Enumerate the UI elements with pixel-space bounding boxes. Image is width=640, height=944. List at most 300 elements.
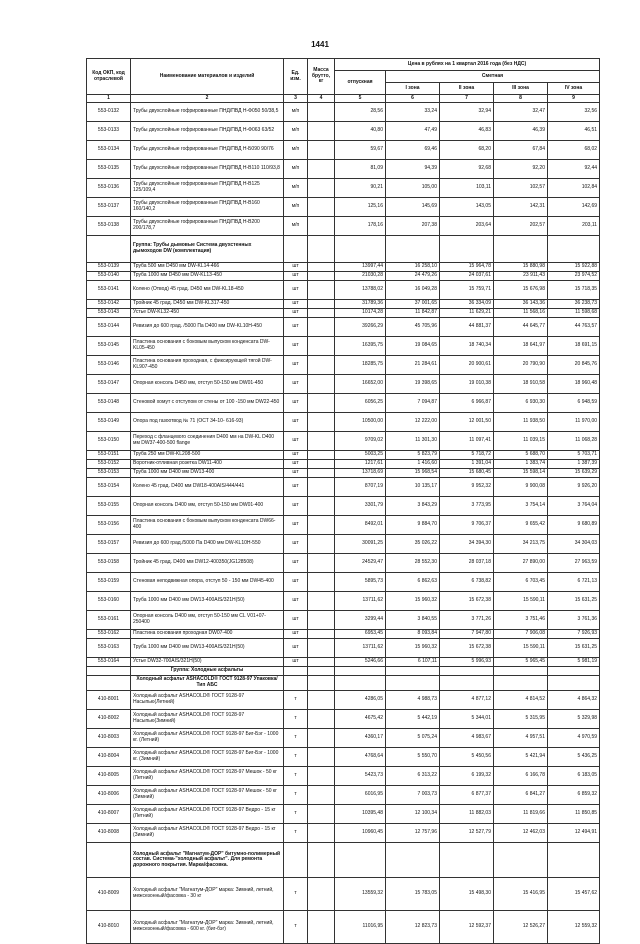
table-row (87, 710, 600, 729)
item-name-cell: Труба 500 мм D450 мм DW-KL14-466 (131, 263, 284, 272)
release-price-cell: 125,16 (335, 198, 386, 217)
zone2-price-cell: 92,68 (440, 160, 494, 179)
zone1-price-cell: 5 823,79 (386, 451, 440, 460)
zone4-price-cell: 46,51 (548, 122, 600, 141)
okp-code-cell: 410-8004 (87, 748, 131, 767)
unit-cell: шт (284, 272, 308, 281)
release-price-cell: 6953,45 (335, 630, 386, 639)
zone4-price-cell: 102,84 (548, 179, 600, 198)
zone3-price-cell: 202,57 (494, 217, 548, 236)
empty-cell (440, 676, 494, 691)
zone1-price-cell: 19 398,65 (386, 375, 440, 394)
empty-cell (335, 236, 386, 263)
empty-cell (386, 236, 440, 263)
zone2-price-cell: 143,05 (440, 198, 494, 217)
zone3-price-cell: 102,57 (494, 179, 548, 198)
zone4-price-cell: 34 304,03 (548, 535, 600, 554)
release-price-cell: 5423,73 (335, 767, 386, 786)
release-price-cell: 4768,64 (335, 748, 386, 767)
item-name-cell: Трубы двухслойные гофрированные ПНД/ПВД Н-В125 125/109,4 (131, 179, 284, 198)
zone1-price-cell: 37 001,65 (386, 300, 440, 309)
mass-cell (308, 469, 335, 478)
zone3-price-cell: 6 166,78 (494, 767, 548, 786)
release-price-cell: 3301,79 (335, 497, 386, 516)
zone3-price-cell: 15 590,11 (494, 592, 548, 611)
zone3-price-cell: 3 754,14 (494, 497, 548, 516)
zone2-price-cell: 9 706,37 (440, 516, 494, 535)
zone4-price-cell: 4 864,32 (548, 691, 600, 710)
mass-cell (308, 478, 335, 497)
okp-code-cell: 553-0154 (87, 478, 131, 497)
zone3-price-cell: 4 814,52 (494, 691, 548, 710)
empty-cell (440, 843, 494, 878)
release-price-cell: 13559,32 (335, 878, 386, 911)
item-name-cell: Опорная консоль D400 мм, отступ 50-150 мм DW01-400 (131, 497, 284, 516)
okp-code-cell: 553-0141 (87, 281, 131, 300)
item-name-cell: Холодный асфальт ASHACOLD® ГОСТ 9128-97 Мешок - 50 кг (Летний) (131, 767, 284, 786)
release-price-cell: 13997,44 (335, 263, 386, 272)
zone1-price-cell: 5 550,70 (386, 748, 440, 767)
table-row (87, 611, 600, 630)
table-row (87, 356, 600, 375)
okp-code-cell: 553-0157 (87, 535, 131, 554)
okp-code-cell: 410-8008 (87, 824, 131, 843)
zone1-price-cell: 21 284,61 (386, 356, 440, 375)
unit-cell: т (284, 805, 308, 824)
item-name-cell: Опорная консоль D400 мм, отступ 50-150 мм CL V01+07-250400 (131, 611, 284, 630)
table-row (87, 691, 600, 710)
mass-cell (308, 460, 335, 469)
col-release-header: отпускная (335, 71, 386, 95)
release-price-cell: 3299,44 (335, 611, 386, 630)
unit-cell: т (284, 691, 308, 710)
table-row (87, 272, 600, 281)
mass-cell (308, 122, 335, 141)
table-row (87, 413, 600, 432)
mass-cell (308, 691, 335, 710)
table-header (87, 59, 600, 103)
unit-cell: шт (284, 516, 308, 535)
unit-cell: шт (284, 497, 308, 516)
okp-code-cell: 553-0156 (87, 516, 131, 535)
mass-cell (308, 878, 335, 911)
zone1-price-cell: 47,49 (386, 122, 440, 141)
zone1-price-cell: 16 258,10 (386, 263, 440, 272)
zone1-price-cell: 12 100,34 (386, 805, 440, 824)
col-number: 8 (494, 95, 548, 103)
table-row (87, 432, 600, 451)
table-row (87, 281, 600, 300)
empty-cell (548, 236, 600, 263)
unit-cell: шт (284, 478, 308, 497)
zone1-price-cell: 7 094,87 (386, 394, 440, 413)
zone2-price-cell: 6 966,87 (440, 394, 494, 413)
zone4-price-cell: 32,56 (548, 103, 600, 122)
zone3-price-cell: 6 841,27 (494, 786, 548, 805)
zone1-price-cell: 145,69 (386, 198, 440, 217)
unit-cell: шт (284, 375, 308, 394)
okp-code-cell: 553-0147 (87, 375, 131, 394)
price-title-header: Цена в рублях на 1 квартал 2016 года (без НДС) (335, 59, 600, 71)
item-name-cell: Труба 250 мм DW-KL208-500 (131, 451, 284, 460)
zone3-price-cell: 9 655,42 (494, 516, 548, 535)
zone4-price-cell: 68,02 (548, 141, 600, 160)
zone2-price-cell: 15 672,38 (440, 592, 494, 611)
price-table (86, 58, 600, 944)
zone3-price-cell: 92,20 (494, 160, 548, 179)
okp-code-cell: 553-0148 (87, 394, 131, 413)
unit-cell: шт (284, 592, 308, 611)
zone2-price-cell: 24 037,61 (440, 272, 494, 281)
zone2-price-cell: 11 882,03 (440, 805, 494, 824)
unit-cell: м/п (284, 217, 308, 236)
okp-code-cell: 553-0135 (87, 160, 131, 179)
zone4-price-cell: 5 981,19 (548, 658, 600, 667)
zone2-price-cell: 12 527,79 (440, 824, 494, 843)
zone1-price-cell: 15 960,32 (386, 639, 440, 658)
table-row (87, 658, 600, 667)
zone3-price-cell: 5 315,95 (494, 710, 548, 729)
mass-cell (308, 911, 335, 944)
zone4-price-cell: 12 559,32 (548, 911, 600, 944)
mass-cell (308, 281, 335, 300)
zone4-price-cell: 11 970,00 (548, 413, 600, 432)
item-name-cell: Холодный асфальт ASHACOLD® ГОСТ 9128-97 Мешок - 50 кг (Зимний) (131, 786, 284, 805)
okp-code-cell (87, 236, 131, 263)
item-name-cell: Устье DW32-700AIS/321Н(50) (131, 658, 284, 667)
zone4-price-cell: 15 457,62 (548, 878, 600, 911)
zone2-price-cell: 15 759,71 (440, 281, 494, 300)
zone3-price-cell: 6 930,30 (494, 394, 548, 413)
zone1-price-cell: 3 840,55 (386, 611, 440, 630)
zone2-price-cell: 4 983,67 (440, 729, 494, 748)
item-name-cell: Труба 1000 мм D400 мм DW13-400AIS/321Н(50) (131, 592, 284, 611)
mass-cell (308, 375, 335, 394)
mass-cell (308, 573, 335, 592)
item-name-cell: Холодный асфальт ASHACOLD® ГОСТ 9128-97 Ведро - 15 кг (Зимний) (131, 824, 284, 843)
okp-code-cell: 553-0139 (87, 263, 131, 272)
item-name-cell: Пластина основания проходная, с фиксирующей тягой DW-KL907-450 (131, 356, 284, 375)
empty-cell (494, 667, 548, 676)
release-price-cell: 4286,05 (335, 691, 386, 710)
unit-cell: м/п (284, 160, 308, 179)
empty-cell (335, 667, 386, 676)
mass-cell (308, 658, 335, 667)
mass-cell (308, 198, 335, 217)
okp-code-cell: 553-0133 (87, 122, 131, 141)
col-number: 9 (548, 95, 600, 103)
table-row (87, 160, 600, 179)
empty-cell (284, 843, 308, 878)
table-row (87, 729, 600, 748)
table-row (87, 535, 600, 554)
zone1-price-cell: 12 823,73 (386, 911, 440, 944)
zone3-price-cell: 3 751,46 (494, 611, 548, 630)
group-title-cell: Группа: Холодные асфальты (131, 667, 284, 676)
table-row (87, 198, 600, 217)
mass-cell (308, 710, 335, 729)
zone3-price-cell: 9 900,08 (494, 478, 548, 497)
zone2-price-cell: 68,20 (440, 141, 494, 160)
okp-code-cell: 553-0151 (87, 451, 131, 460)
mass-cell (308, 337, 335, 356)
zone1-price-cell: 6 862,63 (386, 573, 440, 592)
zone3-price-cell: 46,39 (494, 122, 548, 141)
okp-code-cell: 553-0158 (87, 554, 131, 573)
zone1-price-cell: 33,24 (386, 103, 440, 122)
empty-cell (284, 236, 308, 263)
zone1-price-cell: 11 301,30 (386, 432, 440, 451)
zone4-price-cell: 1 387,39 (548, 460, 600, 469)
okp-code-cell: 553-0136 (87, 179, 131, 198)
item-name-cell: Трубы двухслойные гофрированные ПНД/ПВД Н-В110 110/93,8 (131, 160, 284, 179)
item-name-cell: Опорная консоль D450 мм, отступ 50-150 мм DW01-450 (131, 375, 284, 394)
col-number: 4 (308, 95, 335, 103)
table-row (87, 394, 600, 413)
okp-code-cell: 410-8003 (87, 729, 131, 748)
empty-cell (548, 676, 600, 691)
zone4-price-cell: 92,44 (548, 160, 600, 179)
zone4-price-cell: 3 761,36 (548, 611, 600, 630)
okp-code-cell: 410-8001 (87, 691, 131, 710)
table-row (87, 122, 600, 141)
table-row (87, 300, 600, 309)
okp-code-cell: 553-0149 (87, 413, 131, 432)
zone2-price-cell: 15 498,30 (440, 878, 494, 911)
empty-cell (335, 676, 386, 691)
item-name-cell: Воротник-отливная розетка DW11-400 (131, 460, 284, 469)
okp-code-cell (87, 843, 131, 878)
mass-cell (308, 554, 335, 573)
item-name-cell: Холодный асфальт "Магнатум-ДОР" марка: Зимний, летний, межсезонный/фасовка - 30 кг (131, 878, 284, 911)
table-row (87, 337, 600, 356)
okp-code-cell: 553-0160 (87, 592, 131, 611)
item-name-cell: Пластина основания с боковым выпуском конденсата DW66-400 (131, 516, 284, 535)
okp-code-cell: 553-0162 (87, 630, 131, 639)
zone1-price-cell: 6 313,22 (386, 767, 440, 786)
zone4-price-cell: 11 598,68 (548, 309, 600, 318)
unit-cell: шт (284, 318, 308, 337)
zone2-price-cell: 6 199,32 (440, 767, 494, 786)
table-row (87, 630, 600, 639)
zone4-price-cell: 36 238,73 (548, 300, 600, 309)
group-title-cell: Холодный асфальт ASHACOLD® ГОСТ 9128-97 Упаковка/Тип АБС (131, 676, 284, 691)
col-number: 6 (386, 95, 440, 103)
zone2-price-cell: 5 450,56 (440, 748, 494, 767)
release-price-cell: 4360,17 (335, 729, 386, 748)
col-number: 7 (440, 95, 494, 103)
unit-cell: т (284, 767, 308, 786)
zone3-price-cell: 4 957,51 (494, 729, 548, 748)
zone3-price-cell: 18 910,58 (494, 375, 548, 394)
zone3-price-cell: 11 819,66 (494, 805, 548, 824)
mass-cell (308, 413, 335, 432)
estimate-header: Сметная (386, 71, 600, 83)
zone2-price-cell: 103,11 (440, 179, 494, 198)
mass-cell (308, 300, 335, 309)
zone2-price-cell: 1 391,04 (440, 460, 494, 469)
table-row (87, 786, 600, 805)
release-price-cell: 1217,61 (335, 460, 386, 469)
item-name-cell: Трубы двухслойные гофрированные ПНД/ПВД Н-В200 200/178,7 (131, 217, 284, 236)
mass-cell (308, 639, 335, 658)
table-row (87, 179, 600, 198)
unit-cell: шт (284, 394, 308, 413)
mass-cell (308, 272, 335, 281)
zone4-price-cell: 15 631,25 (548, 639, 600, 658)
zone2-price-cell: 3 773,95 (440, 497, 494, 516)
zone4-price-cell: 15 639,29 (548, 469, 600, 478)
zone4-price-cell: 27 963,59 (548, 554, 600, 573)
okp-code-cell: 553-0145 (87, 337, 131, 356)
zone4-price-cell: 18 960,48 (548, 375, 600, 394)
okp-code-cell: 410-8010 (87, 911, 131, 944)
zone1-price-cell: 24 479,26 (386, 272, 440, 281)
col-number: 5 (335, 95, 386, 103)
zone4-price-cell: 3 764,04 (548, 497, 600, 516)
zone2-price-cell: 5 344,01 (440, 710, 494, 729)
release-price-cell: 81,09 (335, 160, 386, 179)
col-mass-header: Масса брутто, кг (308, 59, 335, 95)
zone2-price-cell: 6 877,37 (440, 786, 494, 805)
mass-cell (308, 535, 335, 554)
mass-cell (308, 729, 335, 748)
unit-cell: т (284, 878, 308, 911)
release-price-cell: 13718,69 (335, 469, 386, 478)
table-row (87, 451, 600, 460)
zone3-price-cell: 44 645,77 (494, 318, 548, 337)
item-name-cell: Трубы двухслойные гофрированные ПНД/ПВД Н-Б090 90/76 (131, 141, 284, 160)
mass-cell (308, 217, 335, 236)
zone2-price-cell: 15 680,45 (440, 469, 494, 478)
okp-code-cell: 553-0159 (87, 573, 131, 592)
zone3-price-cell: 20 790,90 (494, 356, 548, 375)
release-price-cell: 5895,73 (335, 573, 386, 592)
zone1-price-cell: 5 075,24 (386, 729, 440, 748)
zone1-price-cell: 1 416,60 (386, 460, 440, 469)
mass-cell (308, 824, 335, 843)
zone3-price-cell: 12 526,27 (494, 911, 548, 944)
release-price-cell: 18285,75 (335, 356, 386, 375)
item-name-cell: Холодный асфальт ASHACOLD® ГОСТ 9128-97 Биг-Бэг - 1000 кг. (Летний) (131, 729, 284, 748)
zone3-price-cell: 1 383,74 (494, 460, 548, 469)
empty-cell (386, 676, 440, 691)
table-row (87, 516, 600, 535)
release-price-cell: 16395,75 (335, 337, 386, 356)
item-name-cell: Стеновая неподвижная опора, отступ 50 - 150 мм DW45-400 (131, 573, 284, 592)
zone1-price-cell: 5 442,19 (386, 710, 440, 729)
release-price-cell: 16652,00 (335, 375, 386, 394)
item-name-cell: Труба 1000 мм D450 мм DW-KL13-450 (131, 272, 284, 281)
zone1-price-cell: 69,46 (386, 141, 440, 160)
zone4-price-cell: 5 329,98 (548, 710, 600, 729)
release-price-cell: 13711,62 (335, 639, 386, 658)
table-row (87, 309, 600, 318)
mass-cell (308, 786, 335, 805)
table-row (87, 460, 600, 469)
group-title-cell: Холодный асфальт "Магнатум-ДОР" битумно-полимерный состав. Система-"холодный асфальт". Для ремонта дорожного покрытия. Марка/фасовка. (131, 843, 284, 878)
table-row (87, 497, 600, 516)
mass-cell (308, 141, 335, 160)
item-name-cell: Холодный асфальт ASHACOLD® ГОСТ 9128-97 Насыпью(Летний) (131, 691, 284, 710)
zone2-price-cell: 5 996,93 (440, 658, 494, 667)
zone4-price-cell: 142,69 (548, 198, 600, 217)
table-row (87, 103, 600, 122)
zone2-price-cell: 36 334,09 (440, 300, 494, 309)
empty-cell (335, 843, 386, 878)
release-price-cell: 10395,48 (335, 805, 386, 824)
empty-cell (386, 843, 440, 878)
zone2-price-cell: 44 881,37 (440, 318, 494, 337)
zone2-header: II зона (440, 83, 494, 95)
release-price-cell: 6016,95 (335, 786, 386, 805)
zone3-price-cell: 15 880,98 (494, 263, 548, 272)
okp-code-cell: 553-0164 (87, 658, 131, 667)
zone4-price-cell: 15 718,35 (548, 281, 600, 300)
zone1-price-cell: 12 757,96 (386, 824, 440, 843)
zone3-price-cell: 23 911,43 (494, 272, 548, 281)
item-name-cell: Холодный асфальт ASHACOLD® ГОСТ 9128-97 Биг-Бэг - 1000 кг. (Зимний) (131, 748, 284, 767)
col-number: 2 (131, 95, 284, 103)
empty-cell (386, 667, 440, 676)
unit-cell: шт (284, 554, 308, 573)
release-price-cell: 90,21 (335, 179, 386, 198)
release-price-cell: 5246,66 (335, 658, 386, 667)
unit-cell: т (284, 786, 308, 805)
zone3-price-cell: 11 568,16 (494, 309, 548, 318)
item-name-cell: Ревизия до 600 град. /5000 Па D400 мм DW-KL10Н-450 (131, 318, 284, 337)
zone1-price-cell: 11 842,87 (386, 309, 440, 318)
item-name-cell: Трубы двухслойные гофрированные ПНД/ПВД Н-Ф063 63/52 (131, 122, 284, 141)
zone1-price-cell: 10 135,17 (386, 478, 440, 497)
zone3-price-cell: 15 598,14 (494, 469, 548, 478)
zone2-price-cell: 19 010,38 (440, 375, 494, 394)
zone4-price-cell: 44 763,57 (548, 318, 600, 337)
zone3-price-cell: 18 641,97 (494, 337, 548, 356)
release-price-cell: 10174,28 (335, 309, 386, 318)
zone2-price-cell: 6 738,82 (440, 573, 494, 592)
item-name-cell: Холодный асфальт ASHACOLD® ГОСТ 9128-97 Ведро - 15 кг (Летний) (131, 805, 284, 824)
release-price-cell: 6056,25 (335, 394, 386, 413)
zone3-price-cell: 15 676,98 (494, 281, 548, 300)
table-row (87, 478, 600, 497)
mass-cell (308, 263, 335, 272)
col-number: 1 (87, 95, 131, 103)
zone4-price-cell: 203,11 (548, 217, 600, 236)
release-price-cell: 5003,25 (335, 451, 386, 460)
unit-cell: шт (284, 573, 308, 592)
table-row (87, 824, 600, 843)
unit-cell: шт (284, 658, 308, 667)
zone3-price-cell: 5 421,94 (494, 748, 548, 767)
release-price-cell: 8707,19 (335, 478, 386, 497)
unit-cell: м/п (284, 141, 308, 160)
zone3-price-cell: 12 462,03 (494, 824, 548, 843)
mass-cell (308, 309, 335, 318)
empty-cell (494, 676, 548, 691)
mass-cell (308, 103, 335, 122)
empty-cell (308, 236, 335, 263)
unit-cell: шт (284, 432, 308, 451)
table-row (87, 263, 600, 272)
zone2-price-cell: 20 900,61 (440, 356, 494, 375)
zone4-price-cell: 11 850,85 (548, 805, 600, 824)
okp-code-cell: 553-0138 (87, 217, 131, 236)
zone3-price-cell: 7 906,08 (494, 630, 548, 639)
unit-cell: т (284, 729, 308, 748)
empty-cell (440, 236, 494, 263)
zone1-price-cell: 105,00 (386, 179, 440, 198)
